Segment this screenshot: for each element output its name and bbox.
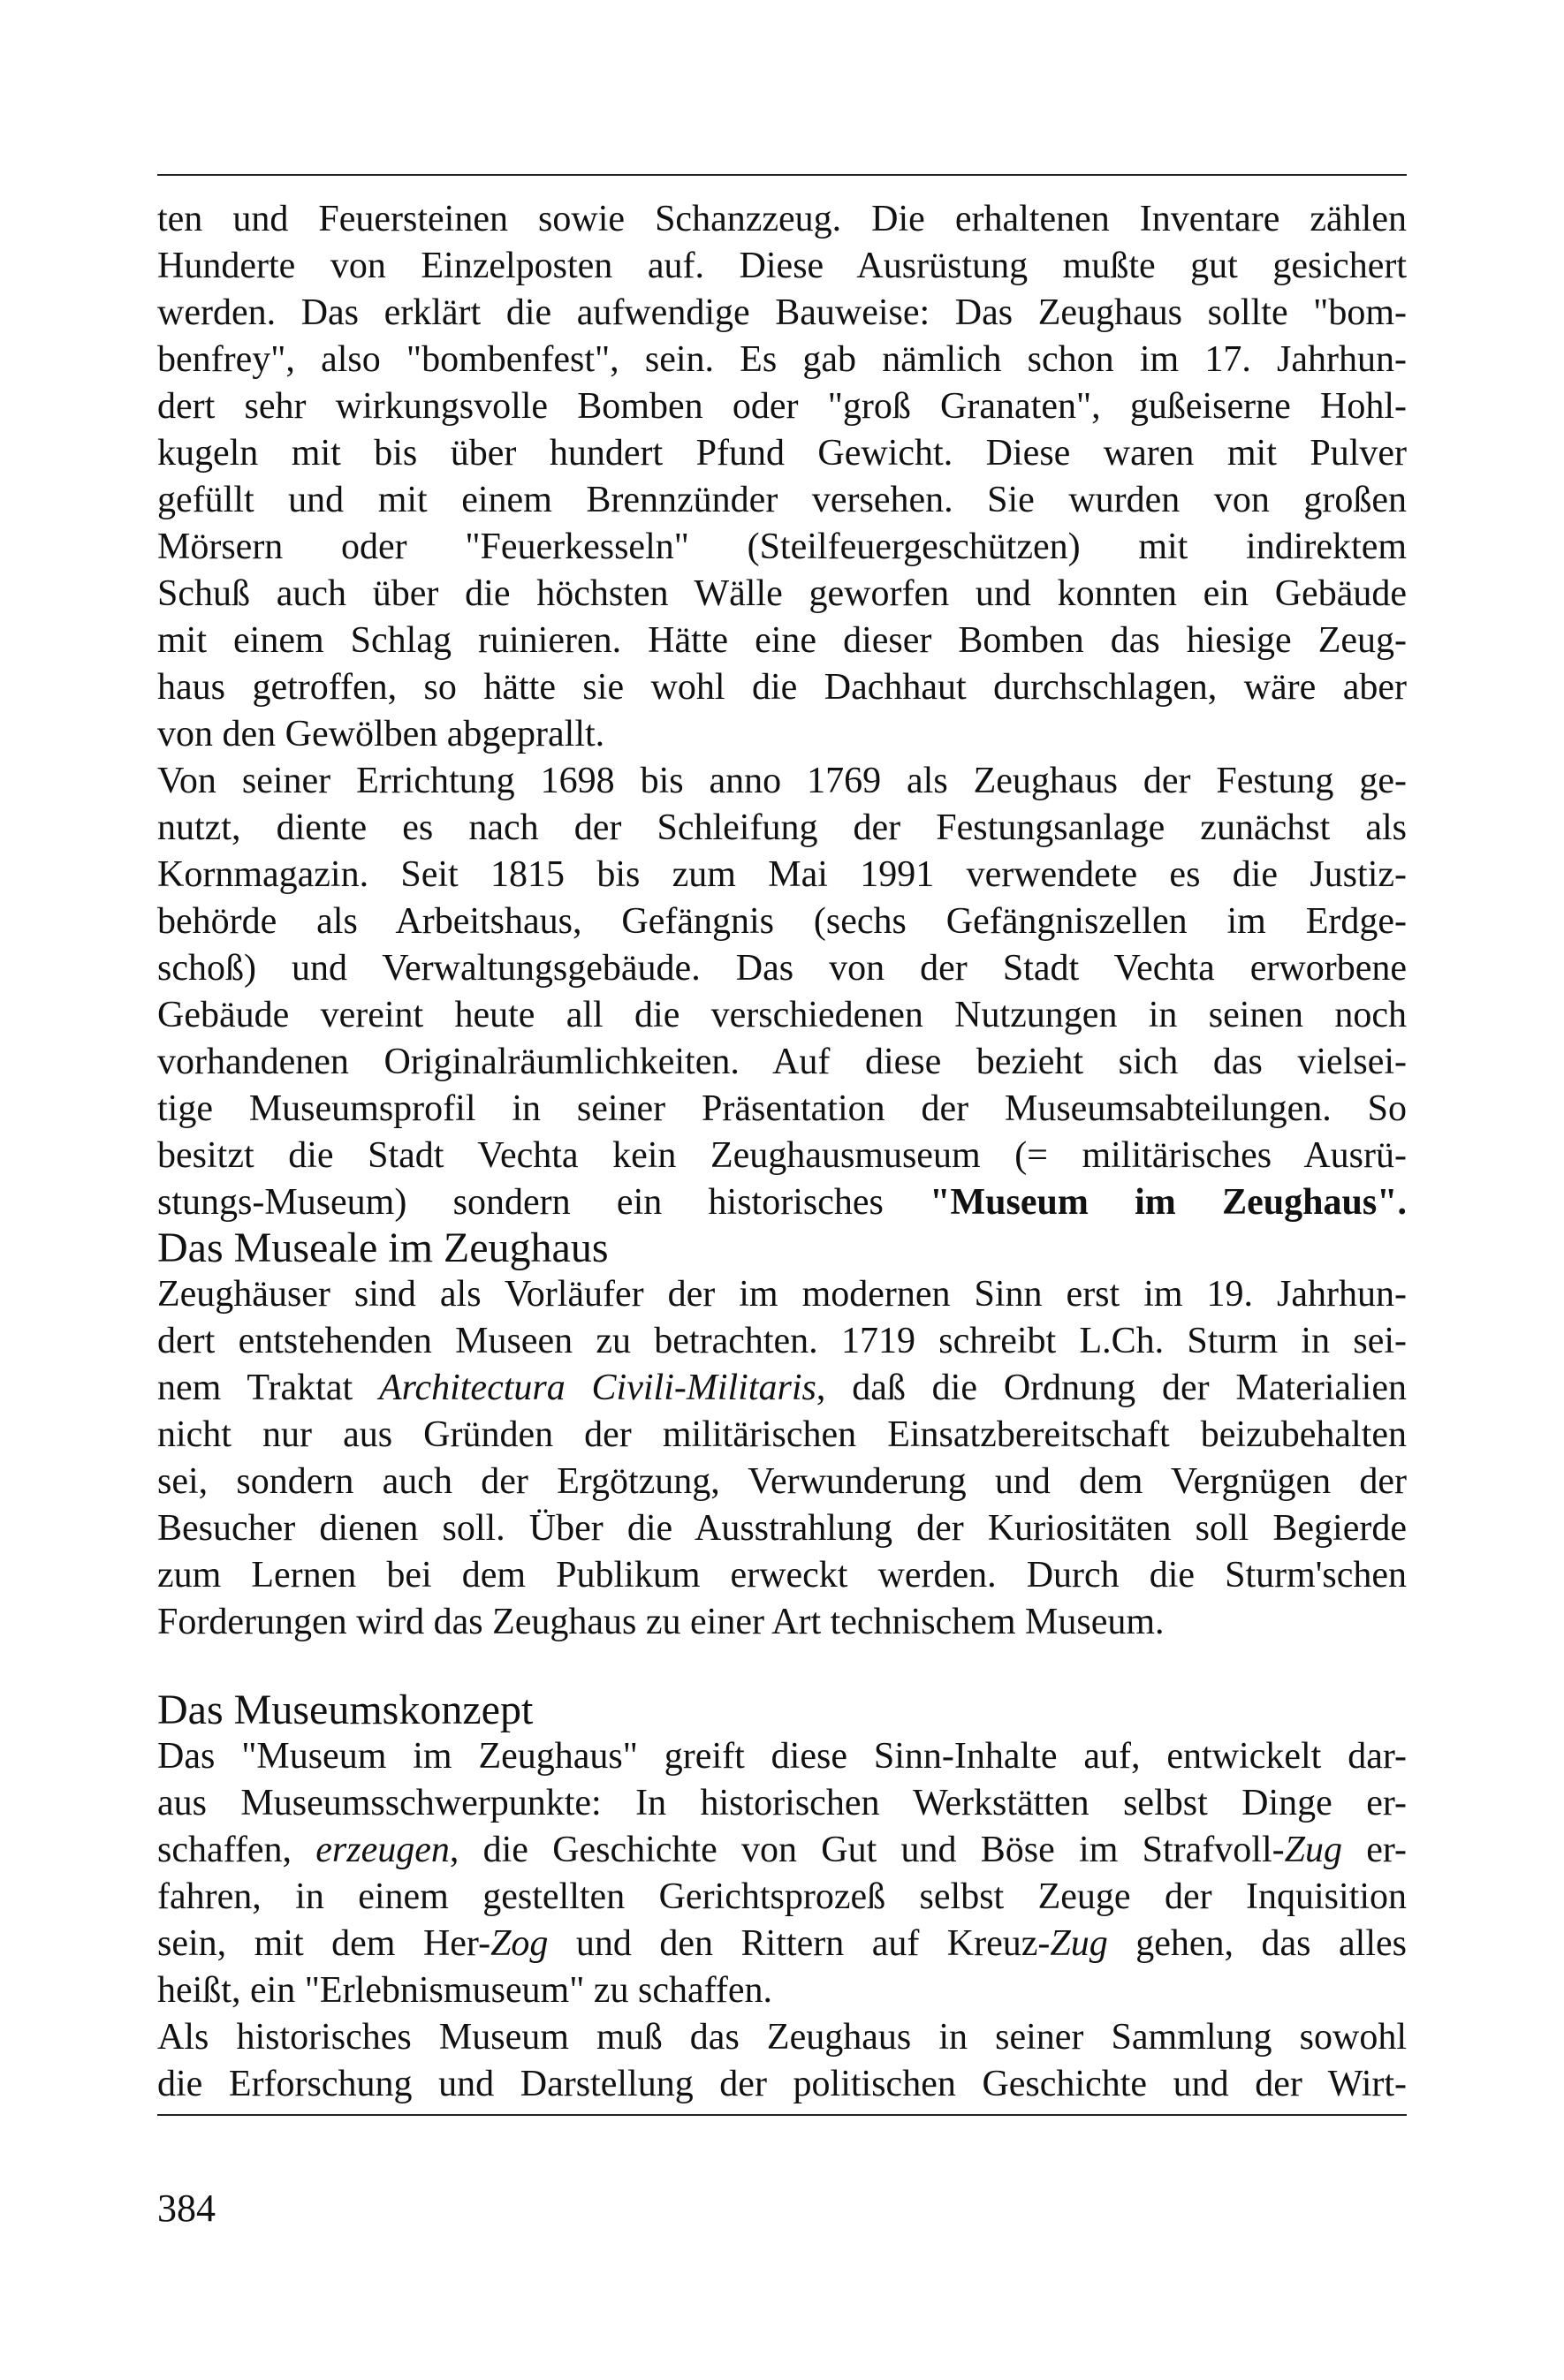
text-line — [157, 1179, 1407, 1226]
text-line: Hunderte von Einzelposten auf. Diese Ausrüstung mußte gut gesichert — [157, 246, 1407, 286]
text-line: Als historisches Museum muß das Zeughaus in seiner Sammlung sowohl — [157, 2017, 1407, 2058]
section-heading-konzept: Das Museumskonzept — [157, 1686, 534, 1733]
text-line: besitzt die Stadt Vechta kein Zeughausmuseum (= militärisches Ausrü- — [157, 1135, 1407, 1176]
paragraph-museale — [157, 1271, 1407, 1646]
text-line: die Erforschung und Darstellung der politischen Geschichte und der Wirt- — [157, 2064, 1407, 2104]
text-line: ten und Feuersteinen sowie Schanzzeug. Die erhaltenen Inventare zählen — [157, 199, 1407, 239]
top-rule — [157, 174, 1407, 176]
text-line: schoß) und Verwaltungsgebäude. Das von der Stadt Vechta erworbene — [157, 948, 1407, 989]
bottom-rule — [157, 2114, 1407, 2116]
text-line: Schuß auch über die höchsten Wälle geworfen und konnten ein Gebäude — [157, 573, 1407, 614]
text-line: Zeughäuser sind als Vorläufer der im modernen Sinn erst im 19. Jahrhun- — [157, 1274, 1407, 1315]
italic-word: Zug — [1284, 1830, 1342, 1870]
text-line: behörde als Arbeitshaus, Gefängnis (sechs Gefängniszellen im Erdge- — [157, 901, 1407, 942]
treatise-title: Architectura Civili-Militaris — [379, 1368, 816, 1408]
text-line: Forderungen wird das Zeughaus zu einer Art technischem Museum. — [157, 1602, 1165, 1642]
text-line: von den Gewölben abgeprallt. — [157, 714, 605, 754]
konzept-text — [157, 1733, 1407, 2108]
text-line: kugeln mit bis über hundert Pfund Gewicht. Diese waren mit Pulver — [157, 433, 1407, 474]
text-segment: gehen, das alles — [1107, 1923, 1407, 1964]
text-line: Mörsern oder "Feuerkesseln" (Steilfeuergeschützen) mit indirektem — [157, 527, 1407, 567]
text-segment: er- — [1341, 1830, 1407, 1870]
paragraph-collection — [157, 2014, 1407, 2108]
intro-text — [157, 196, 1407, 1226]
text-segment: stungs-Museum) sondern ein historisches — [157, 1182, 930, 1223]
text-line: vorhandenen Originalräumlichkeiten. Auf diese bezieht sich das vielsei- — [157, 1042, 1407, 1082]
text-line: Das "Museum im Zeughaus" greift diese Sinn-Inhalte auf, entwickelt dar- — [157, 1736, 1407, 1777]
text-segment: , die Geschichte von Gut und Böse im Strafvoll- — [449, 1830, 1285, 1870]
text-line: werden. Das erklärt die aufwendige Bauweise: Das Zeughaus sollte "bom- — [157, 292, 1407, 333]
page-number: 384 — [157, 2187, 216, 2230]
text-line: zum Lernen bei dem Publikum erweckt werden. Durch die Sturm'schen — [157, 1555, 1407, 1596]
text-segment: , daß die Ordnung der Materialien — [816, 1368, 1407, 1408]
text-line: benfrey", also "bombenfest", sein. Es gab nämlich schon im 17. Jahrhun- — [157, 339, 1407, 380]
text-line: heißt, ein "Erlebnismuseum" zu schaffen. — [157, 1970, 772, 2011]
text-line: Besucher dienen soll. Über die Ausstrahlung der Kuriositäten soll Begierde — [157, 1508, 1407, 1549]
text-line: tige Museumsprofil in seiner Präsentation der Museumsabteilungen. So — [157, 1088, 1407, 1129]
museale-text — [157, 1271, 1407, 1646]
text-line — [157, 1921, 1407, 1967]
text-line — [157, 1827, 1407, 1874]
text-line: aus Museumsschwerpunkte: In historischen Werkstätten selbst Dinge er- — [157, 1783, 1407, 1823]
text-line: dert entstehenden Museen zu betrachten. 1719 schreibt L.Ch. Sturm in sei- — [157, 1321, 1407, 1361]
text-line: mit einem Schlag ruinieren. Hätte eine dieser Bomben das hiesige Zeug- — [157, 620, 1407, 661]
text-segment: und den Rittern auf Kreuz- — [548, 1923, 1051, 1964]
text-line: fahren, in einem gestellten Gerichtsprozeß selbst Zeuge der Inquisition — [157, 1876, 1407, 1917]
text-line: Kornmagazin. Seit 1815 bis zum Mai 1991 verwendete es die Justiz- — [157, 854, 1407, 895]
text-line: dert sehr wirkungsvolle Bomben oder "groß Granaten", gußeiserne Hohl- — [157, 386, 1407, 427]
italic-word: Zug — [1050, 1923, 1108, 1964]
text-line: Von seiner Errichtung 1698 bis anno 1769 als Zeughaus der Festung ge- — [157, 761, 1407, 801]
text-segment: schaffen, — [157, 1830, 316, 1870]
text-line: haus getroffen, so hätte sie wohl die Dachhaut durchschlagen, wäre aber — [157, 667, 1407, 708]
paragraph-history — [157, 758, 1407, 1226]
text-line — [157, 1365, 1407, 1412]
text-line: gefüllt und mit einem Brennzünder versehen. Sie wurden von großen — [157, 480, 1407, 520]
section-heading-museale: Das Museale im Zeughaus — [157, 1224, 609, 1271]
text-line: sei, sondern auch der Ergötzung, Verwunderung und dem Vergnügen der — [157, 1461, 1407, 1502]
paragraph-konzept — [157, 1733, 1407, 2014]
text-segment: nem Traktat — [157, 1368, 379, 1408]
text-line: nicht nur aus Gründen der militärischen Einsatzbereitschaft beizubehalten — [157, 1414, 1407, 1455]
paragraph-bombs — [157, 196, 1407, 758]
museum-name-bold: "Museum im Zeughaus". — [930, 1182, 1407, 1223]
text-line: nutzt, diente es nach der Schleifung der Festungsanlage zunächst als — [157, 807, 1407, 848]
italic-word: erzeugen — [315, 1830, 450, 1870]
text-line: Gebäude vereint heute all die verschiedenen Nutzungen in seinen noch — [157, 995, 1407, 1035]
italic-word: Zog — [490, 1923, 549, 1964]
text-segment: sein, mit dem Her- — [157, 1923, 491, 1964]
